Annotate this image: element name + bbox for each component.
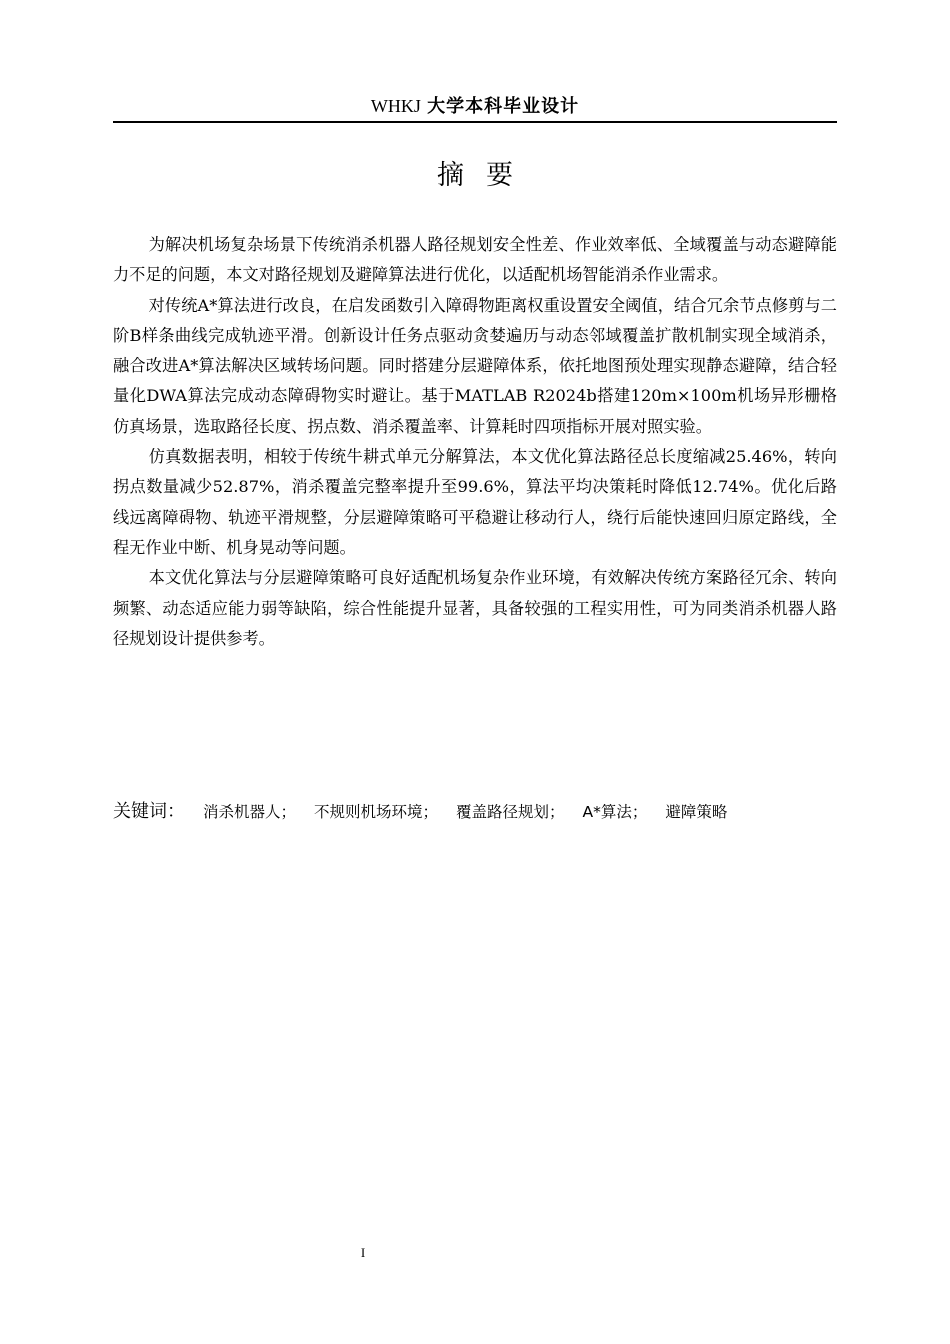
- page-header: [113, 93, 837, 120]
- keywords: [113, 797, 837, 827]
- keyword-item: 不规则机场环境；: [314, 803, 439, 821]
- abstract-paragraph: 仿真数据表明，相较于传统牛耕式单元分解算法，本文优化算法路径总长度缩减25.46%，转向拐点数量减少52.87%，消杀覆盖完整率提升至99.6%，算法平均决策耗时降低12.74%。优化后路线远离障碍物、轨迹平滑规整，分层避障策略可平稳避让移动行人，绕行后能快速回归原定路线，全程无作业中断、机身晃动等问题。: [113, 447, 837, 557]
- page-number: I: [360, 1245, 366, 1260]
- abstract-paragraph: 对传统A*算法进行改良，在启发函数引入障碍物距离权重设置安全阈值，结合冗余节点修剪与二阶B样条曲线完成轨迹平滑。创新设计任务点驱动贪婪遍历与动态邻域覆盖扩散机制实现全域消杀，融合改进A*算法解决区域转场问题。同时搭建分层避障体系，依托地图预处理实现静态避障，结合轻量化DWA算法完成动态障碍物实时避让。基于MATLAB R2024b搭建120m×100m机场异形栅格仿真场景，选取路径长度、拐点数、消杀覆盖率、计算耗时四项指标开展对照实验。: [113, 295, 837, 436]
- header-code: WHKJ: [370, 96, 421, 116]
- abstract-title: 摘要: [437, 160, 535, 191]
- keyword-item: A*算法；: [582, 803, 648, 821]
- header-name: 大学本科毕业设计: [427, 96, 580, 117]
- abstract-paragraph: 本文优化算法与分层避障策略可良好适配机场复杂作业环境，有效解决传统方案路径冗余、转向频繁、动态适应能力弱等缺陷，综合性能提升显著，具备较强的工程实用性，可为同类消杀机器人路径规划设计提供参考。: [113, 568, 837, 648]
- keyword-item: 消杀机器人；: [203, 803, 297, 821]
- keywords-label: 关键词：: [113, 801, 185, 822]
- abstract-body: [113, 230, 837, 654]
- keyword-item: 避障策略: [665, 803, 728, 821]
- header-rule: [113, 121, 837, 123]
- abstract-paragraph: 为解决机场复杂场景下传统消杀机器人路径规划安全性差、作业效率低、全域覆盖与动态避障能力不足的问题，本文对路径规划及避障算法进行优化，以适配机场智能消杀作业需求。: [113, 235, 837, 285]
- keyword-item: 覆盖路径规划；: [456, 803, 565, 821]
